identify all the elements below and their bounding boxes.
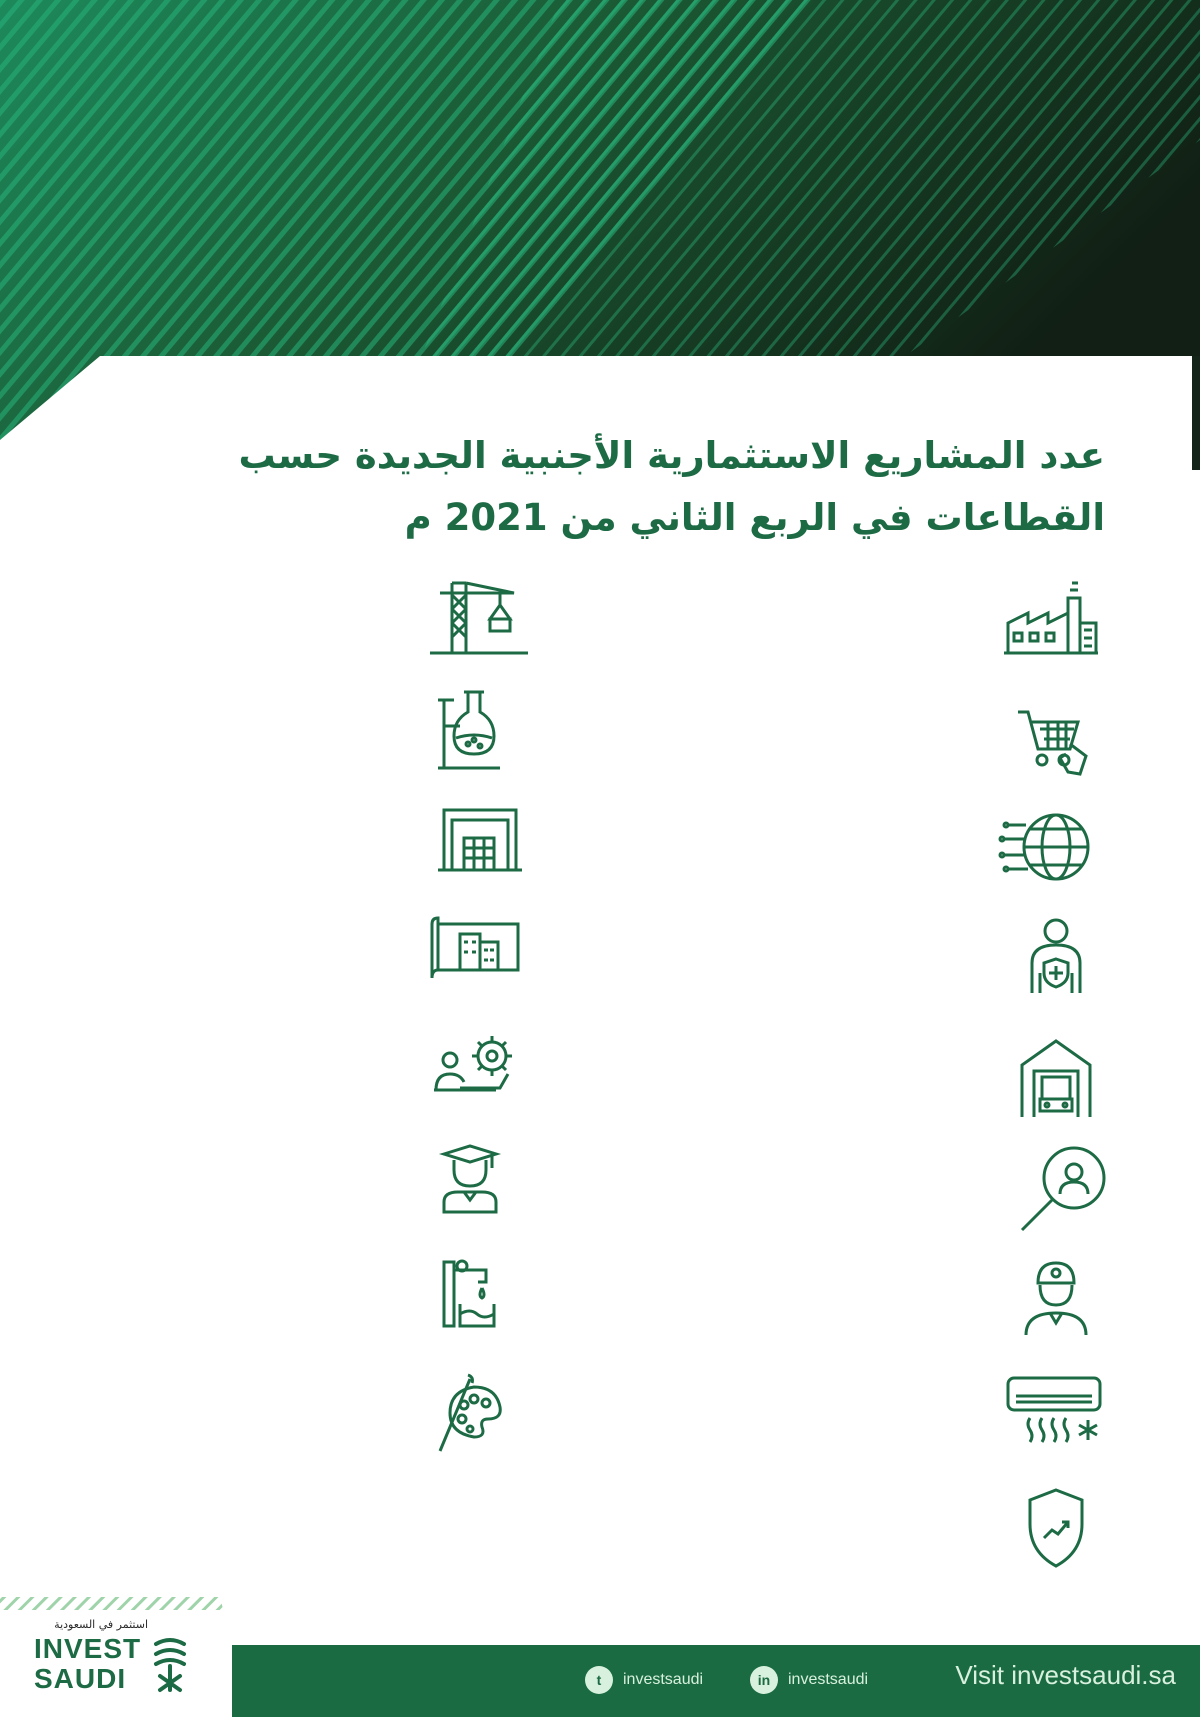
miner-icon xyxy=(1000,1255,1100,1345)
crane-icon xyxy=(430,575,530,665)
warehouse-truck-icon xyxy=(1000,1033,1100,1123)
blueprint-building-icon xyxy=(430,908,530,998)
invest-saudi-logo[interactable] xyxy=(34,1634,154,1694)
twitter-icon: t xyxy=(585,1666,613,1694)
logo-line-1: INVEST xyxy=(34,1633,142,1664)
water-tap-icon xyxy=(430,1256,530,1346)
factory-icon xyxy=(1000,578,1100,668)
magnifier-person-icon xyxy=(1000,1140,1100,1230)
title-line-1: عدد المشاريع الاستثمارية الأجنبية الجديدة حسب xyxy=(238,434,1105,477)
health-person-icon xyxy=(1000,913,1100,1003)
page-title xyxy=(205,425,1105,549)
graduate-icon xyxy=(430,1140,530,1230)
title-line-2: القطاعات في الربع الثاني من 2021 م xyxy=(404,496,1105,539)
logo-palm-icon xyxy=(150,1636,190,1694)
website-link[interactable]: Visit investsaudi.sa xyxy=(955,1660,1176,1690)
admin-gear-icon xyxy=(430,1028,530,1118)
hotel-building-icon xyxy=(430,798,530,888)
logo-arabic-text: استثمر في السعودية xyxy=(54,1618,148,1631)
twitter-link[interactable] xyxy=(585,1665,703,1695)
twitter-handle: investsaudi xyxy=(623,1671,704,1688)
linkedin-handle: investsaudi xyxy=(788,1671,869,1688)
logo-line-2: SAUDI xyxy=(34,1663,127,1694)
palette-icon xyxy=(430,1371,530,1461)
shopping-cart-icon xyxy=(1000,694,1100,784)
globe-network-icon xyxy=(1000,805,1100,895)
shield-chart-icon xyxy=(1000,1484,1100,1574)
linkedin-icon: in xyxy=(750,1666,778,1694)
air-conditioner-icon xyxy=(1000,1368,1100,1458)
linkedin-link[interactable] xyxy=(750,1665,868,1695)
flask-icon xyxy=(430,686,530,776)
header-banner xyxy=(0,0,1200,470)
